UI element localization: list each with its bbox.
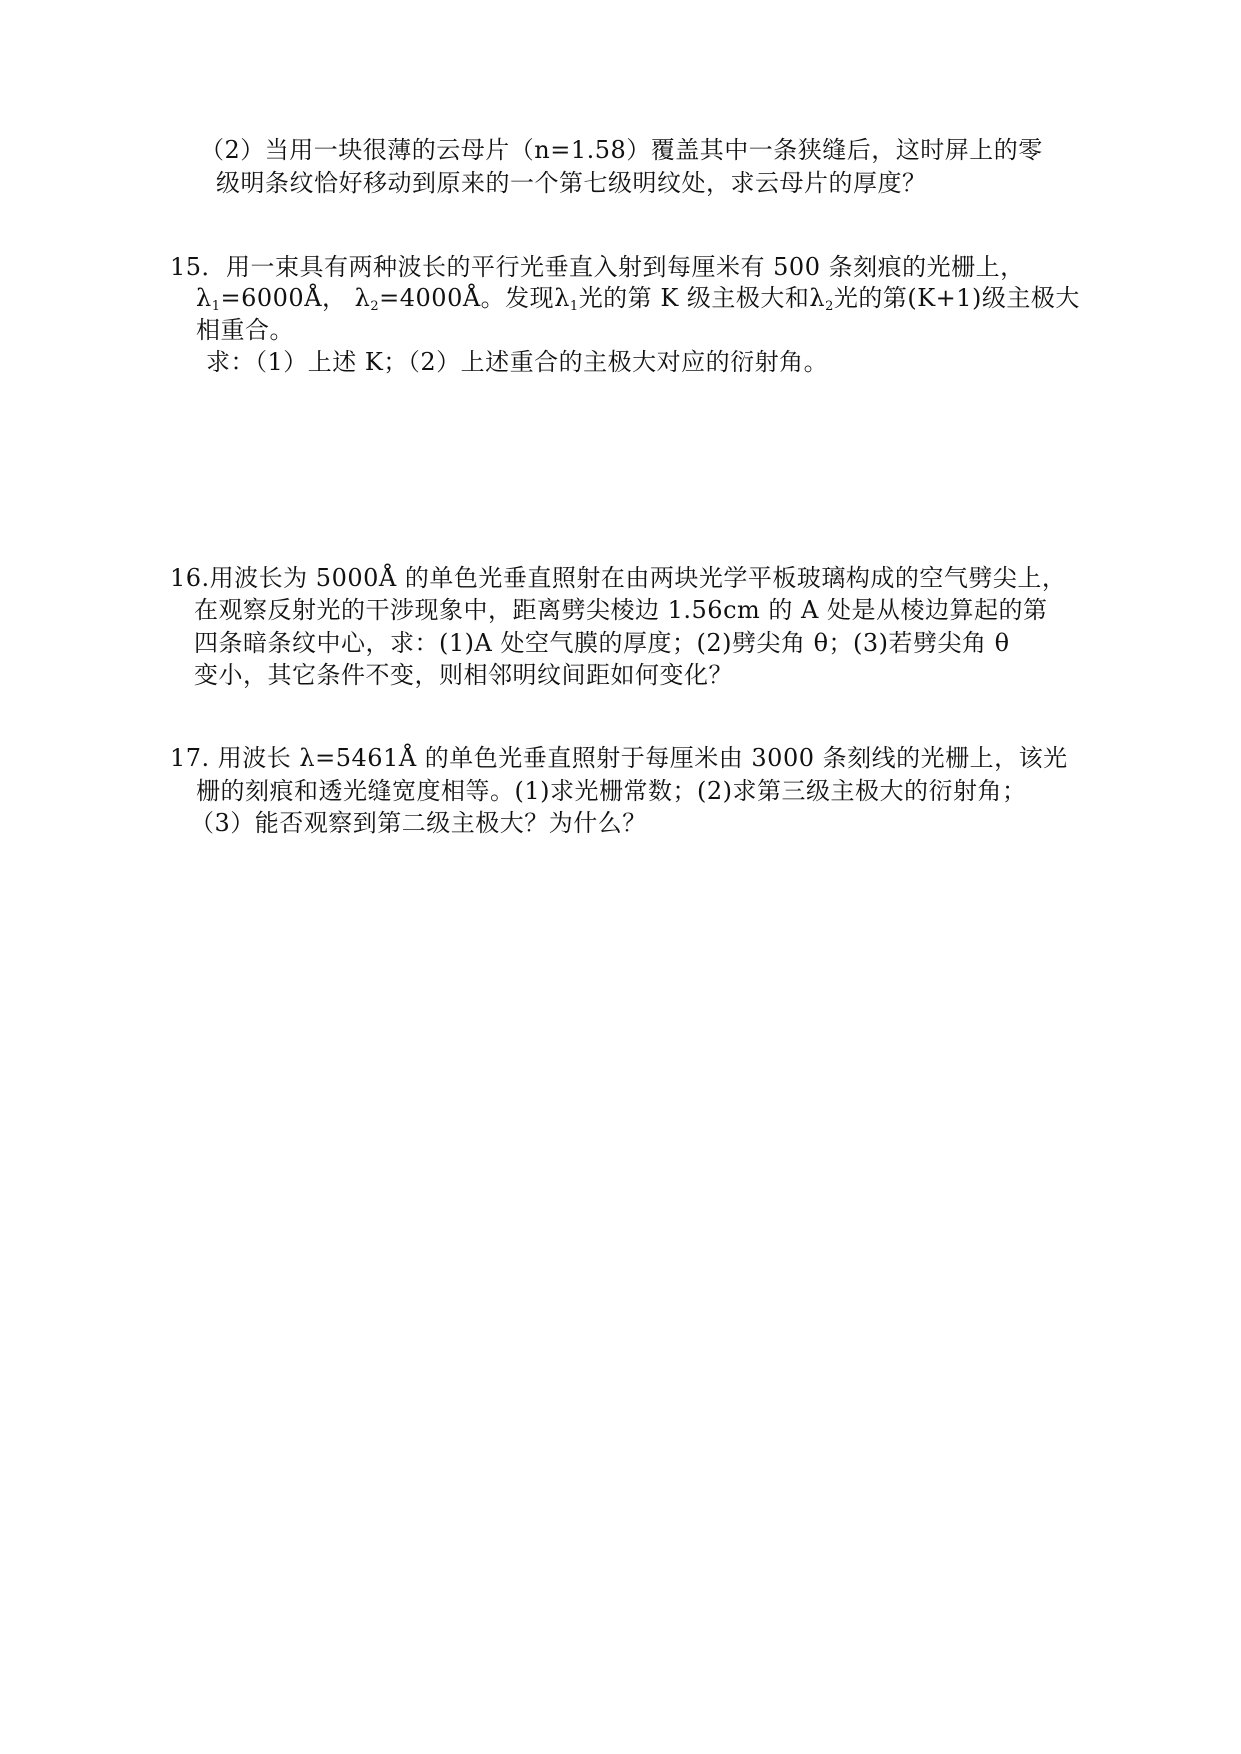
q14-part2-line2: 级明条纹恰好移动到原来的一个第七级明纹处，求云母片的厚度？ xyxy=(216,169,927,197)
subscript: 1 xyxy=(211,299,221,314)
lambda-symbol: λ xyxy=(809,284,826,312)
q17-line3: （3）能否观察到第二级主极大？为什么？ xyxy=(190,809,647,837)
subscript: 1 xyxy=(569,299,579,314)
subscript: 2 xyxy=(825,299,834,314)
q15-line2 xyxy=(196,281,1080,315)
q15-line1: 15．用一束具有两种波长的平行光垂直入射到每厘米有 500 条刻痕的光栅上， xyxy=(170,253,1025,281)
q15-line2-text-d: 光的第(K+1)级主极大 xyxy=(833,284,1080,312)
q15-line2-text-c: 光的第 K 级主极大和 xyxy=(578,284,810,312)
q17-line1: 17. 用波长 λ=5461Å 的单色光垂直照射于每厘米由 3000 条刻线的光栅上，该光 xyxy=(170,744,1068,772)
q15-line4: 求：（1）上述 K；（2）上述重合的主极大对应的衍射角。 xyxy=(206,348,829,376)
q14-part2-line1: （2）当用一块很薄的云母片（n=1.58）覆盖其中一条狭缝后，这时屏上的零 xyxy=(200,136,1043,164)
q15-line3: 相重合。 xyxy=(196,316,294,344)
subscript: 2 xyxy=(370,299,380,314)
q16-line3: 四条暗条纹中心，求：(1)A 处空气膜的厚度；(2)劈尖角 θ；(3)若劈尖角 θ xyxy=(194,629,1010,657)
lambda-symbol: λ xyxy=(554,284,570,312)
lambda-symbol: λ xyxy=(196,284,212,312)
q17-line2: 栅的刻痕和透光缝宽度相等。(1)求光栅常数；(2)求第三级主极大的衍射角； xyxy=(196,777,1027,805)
lambda-symbol: λ xyxy=(354,284,371,312)
q15-line2-text-b: =4000Å。发现 xyxy=(379,284,555,312)
q16-line1: 16.用波长为 5000Å 的单色光垂直照射在由两块光学平板玻璃构成的空气劈尖上， xyxy=(170,564,1067,592)
q16-line4: 变小，其它条件不变，则相邻明纹间距如何变化？ xyxy=(194,661,733,689)
q16-line2: 在观察反射光的干涉现象中，距离劈尖棱边 1.56cm 的 A 处是从棱边算起的第 xyxy=(194,596,1048,624)
q15-line2-text-a: =6000Å， xyxy=(220,284,355,312)
